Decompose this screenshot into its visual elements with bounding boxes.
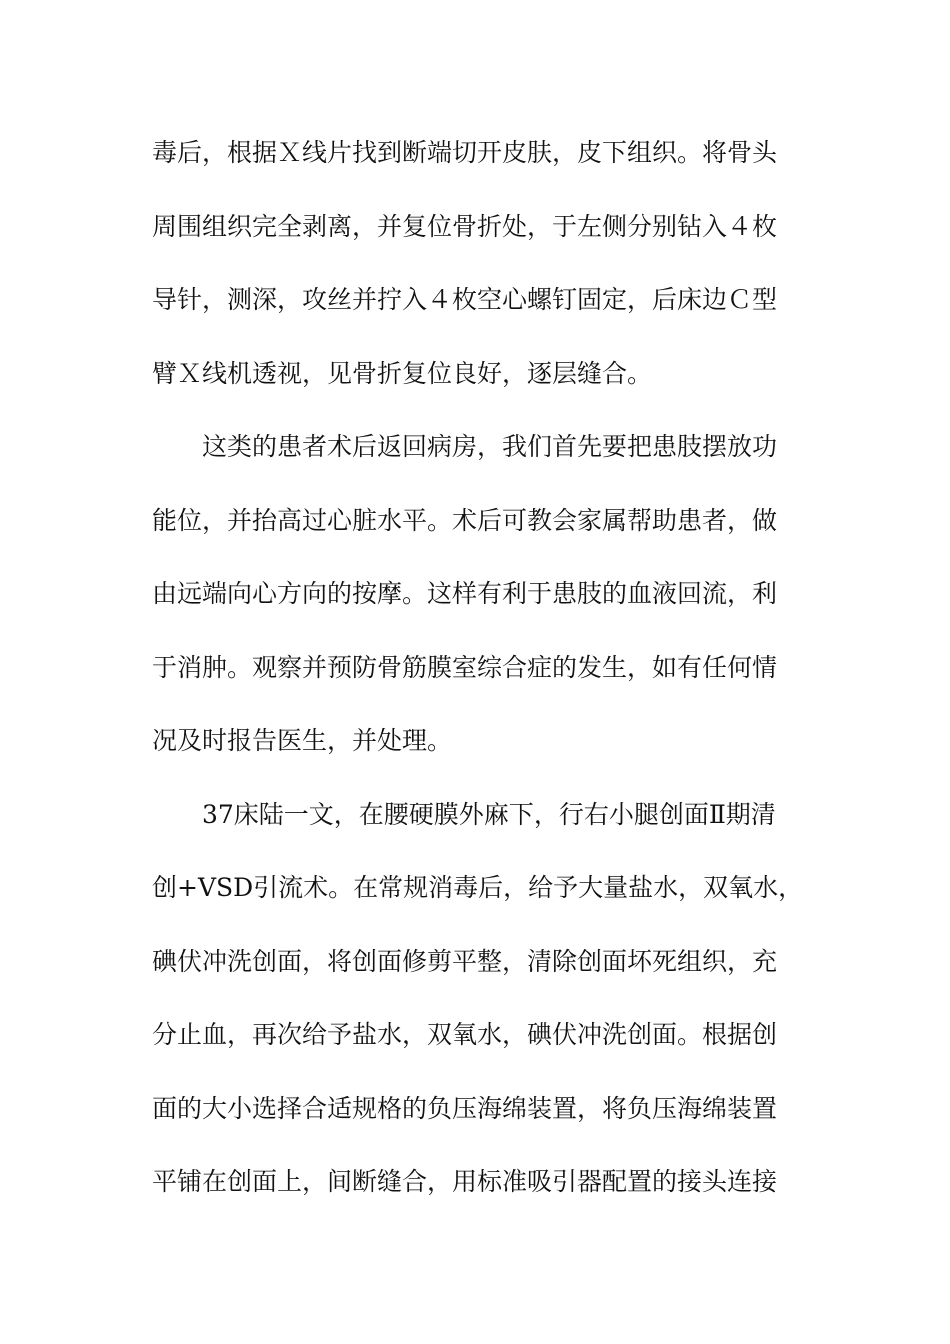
paragraph-vsd-procedure <box>152 788 804 1229</box>
text-line: 毒后，根据Ｘ线片找到断端切开皮肤，皮下组织。将骨头 <box>152 138 778 167</box>
text-line: 况及时报告医生，并处理。 <box>152 726 453 755</box>
text-line: 臂Ｘ线机透视，见骨折复位良好，逐层缝合。 <box>152 358 653 388</box>
text-line: 碘伏冲洗创面，将创面修剪平整，清除创面坏死组织，充 <box>152 946 778 976</box>
text-line: 周围组织完全剥离，并复位骨折处，于左侧分别钻入４枚 <box>152 211 778 241</box>
text-line: 面的大小选择合适规格的负压海绵装置，将负压海绵装置 <box>152 1093 778 1123</box>
text-line: 分止血，再次给予盐水，双氧水，碘伏冲洗创面。根据创 <box>152 1020 778 1049</box>
text-line: 能位，并抬高过心脏水平。术后可教会家属帮助患者，做 <box>152 505 778 535</box>
text-line: 于消肿。观察并预防骨筋膜室综合症的发生，如有任何情 <box>152 652 778 682</box>
text-line: 导针，测深，攻丝并拧入４枚空心螺钉固定，后床边Ｃ型 <box>152 285 778 314</box>
text-line: 这类的患者术后返回病房，我们首先要把患肢摆放功 <box>202 432 778 461</box>
paragraph-continuation <box>152 126 792 420</box>
text-line: 37床陆一文，在腰硬膜外麻下，行右小腿创面Ⅱ期清 <box>202 799 776 829</box>
paragraph-postop-care <box>152 420 792 788</box>
text-line: 由远端向心方向的按摩。这样有利于患肢的血液回流，利 <box>152 579 778 608</box>
text-line: 平铺在创面上，间断缝合，用标准吸引器配置的接头连接 <box>152 1167 778 1196</box>
body-text <box>152 126 804 1229</box>
text-line: 创+VSD引流术。在常规消毒后，给予大量盐水，双氧水， <box>152 873 804 902</box>
